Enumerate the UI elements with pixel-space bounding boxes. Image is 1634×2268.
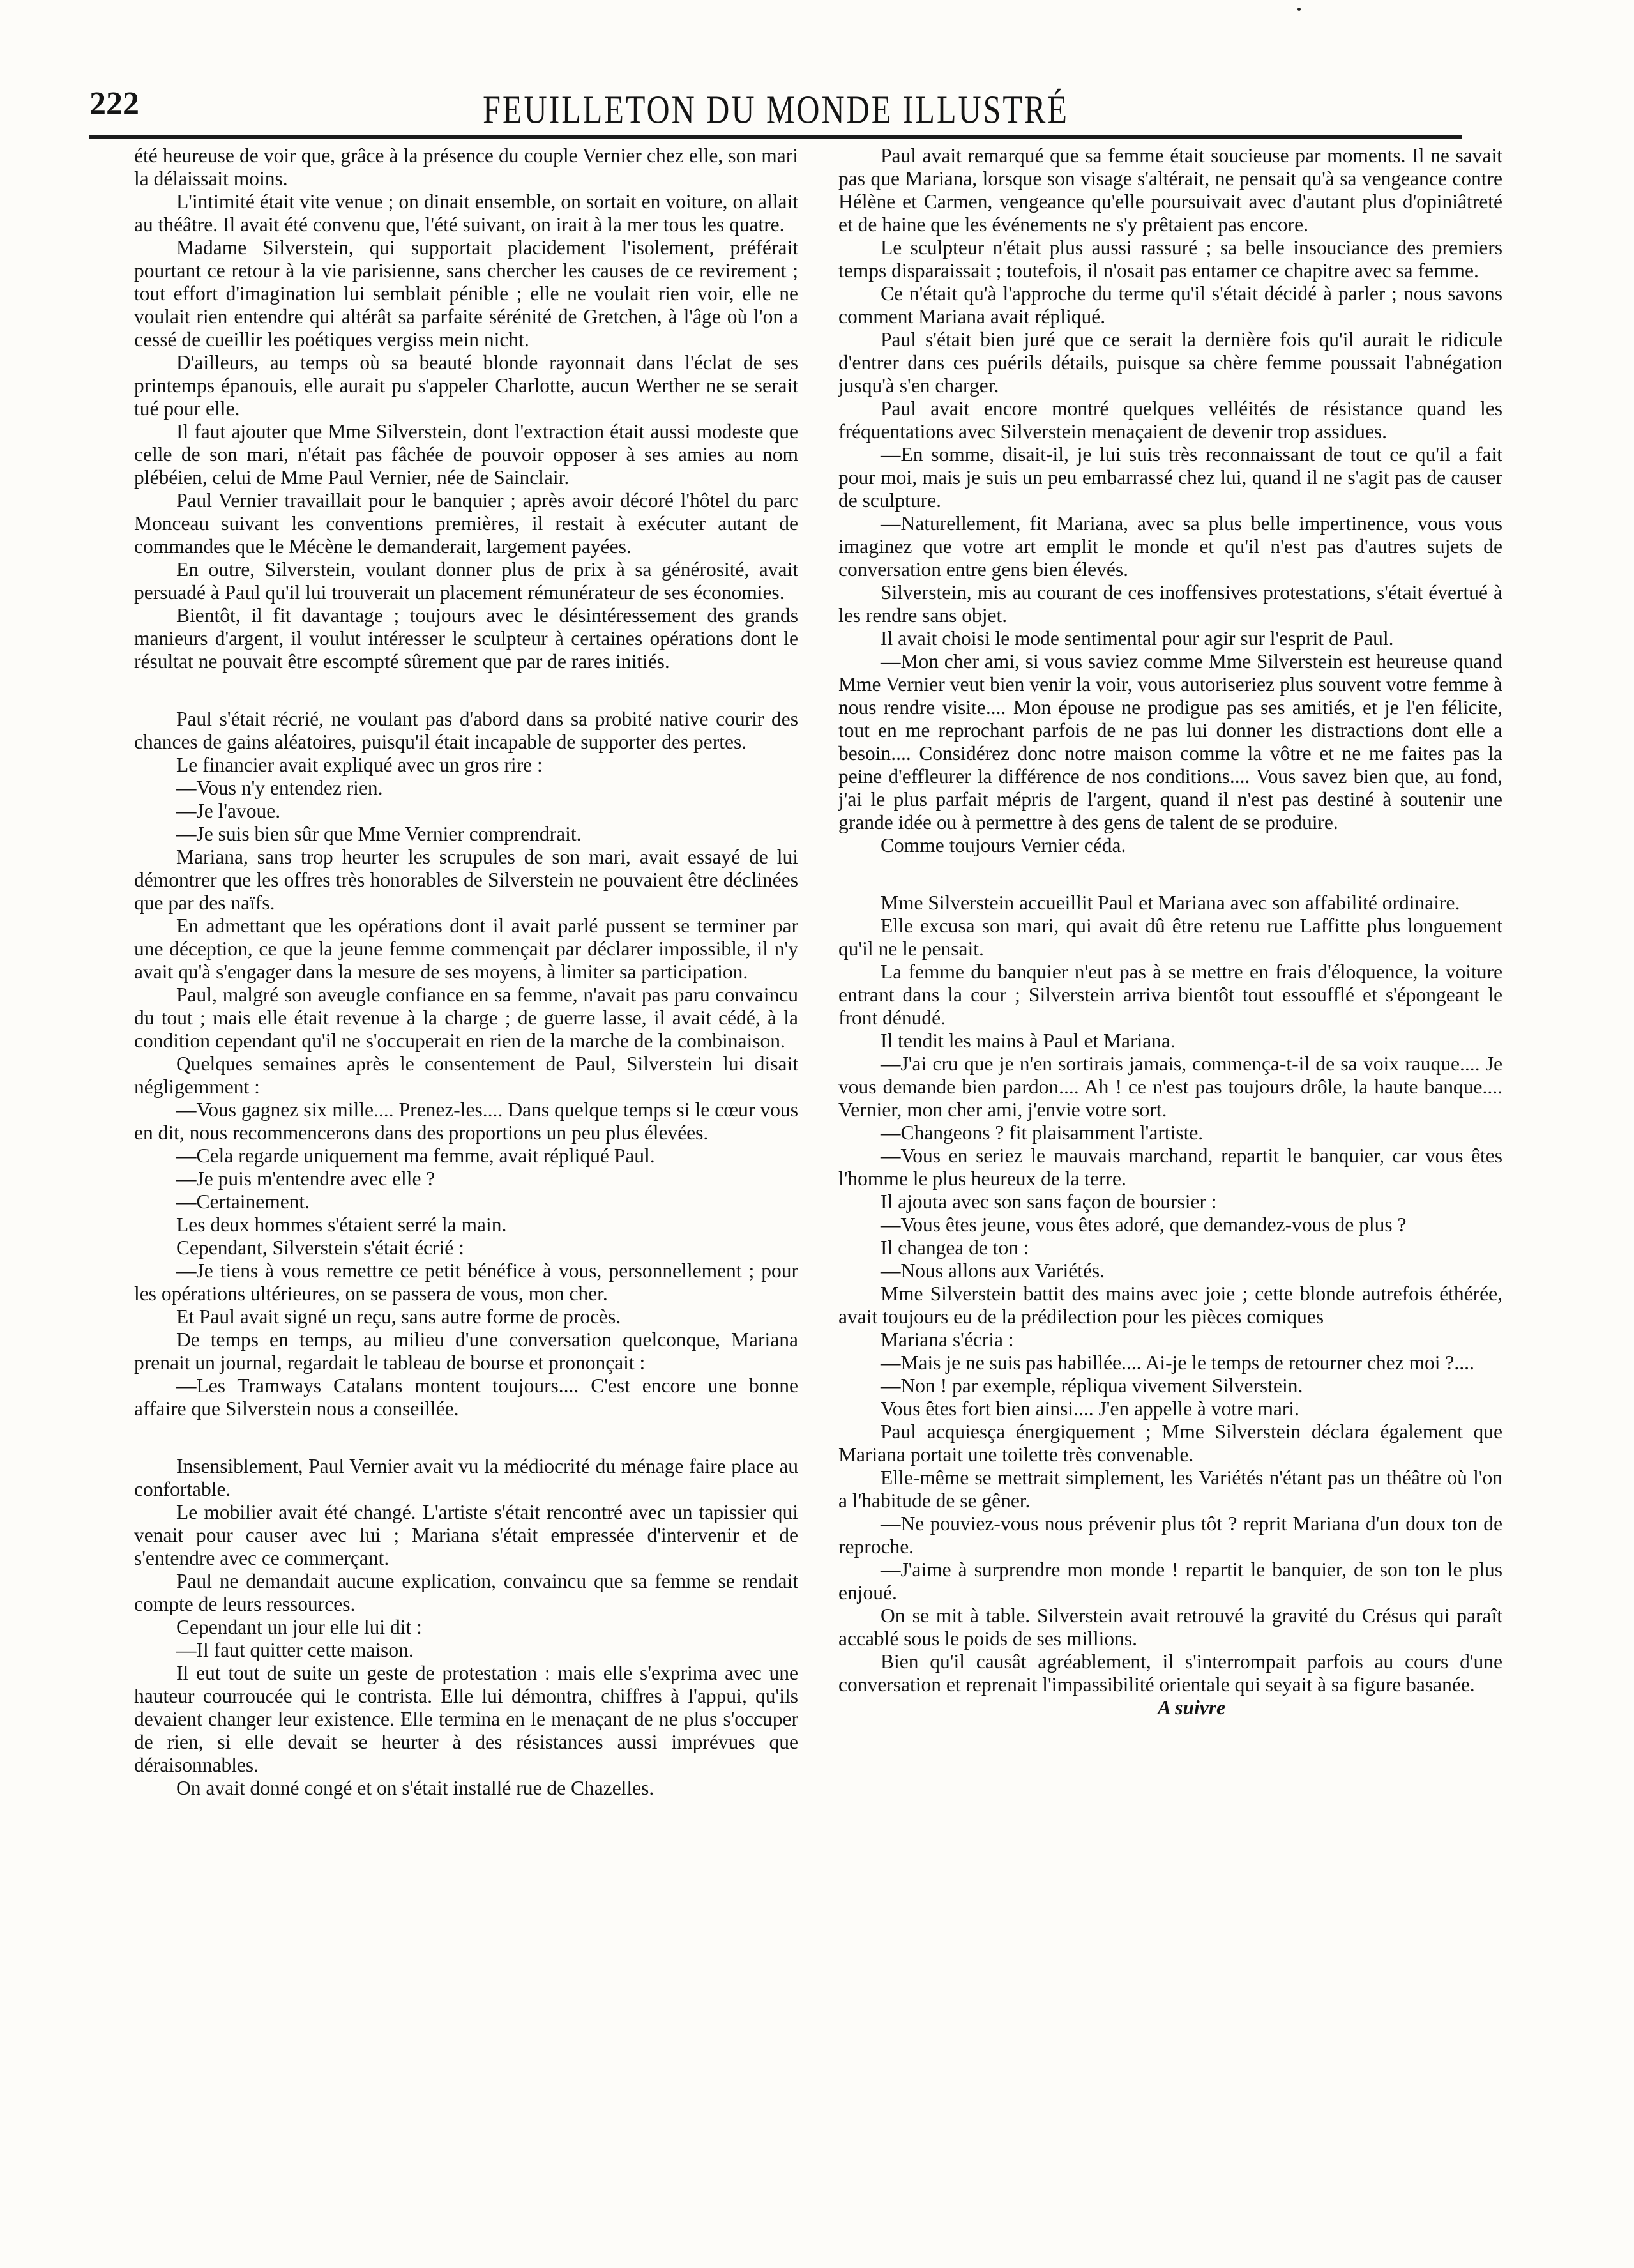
paragraph: Ce n'était qu'à l'approche du terme qu'il s'était décidé à parler ; nous savons comment Mariana avait répliqué. bbox=[838, 282, 1502, 328]
paragraph: —J'aime à surprendre mon monde ! repartit le banquier, de son ton le plus enjoué. bbox=[838, 1558, 1502, 1604]
page-header bbox=[89, 83, 1462, 132]
paragraph: —Ne pouviez-vous nous prévenir plus tôt ? reprit Mariana d'un doux ton de reproche. bbox=[838, 1512, 1502, 1558]
paragraph: Bientôt, il fit davantage ; toujours avec le désintéressement des grands manieurs d'argent, il voulut intéresser le sculpteur à certaines opérations dont le résultat ne pouvait être escompté sûrement que par de rares initiés. bbox=[134, 604, 798, 673]
paragraph: Quelques semaines après le consentement de Paul, Silverstein lui disait négligemment : bbox=[134, 1053, 798, 1098]
paragraph: —Changeons ? fit plaisamment l'artiste. bbox=[881, 1122, 1204, 1144]
paragraph: Mme Silverstein battit des mains avec joie ; cette blonde autrefois éthérée, avait toujours eu de la prédilection pour les pièces comiques bbox=[838, 1282, 1502, 1328]
paragraph: Cependant, Silverstein s'était écrié : bbox=[176, 1237, 464, 1259]
paragraph: Le mobilier avait été changé. L'artiste s'était rencontré avec un tapissier qui venait pour causer avec lui ; Mariana s'était empressée d'intervenir et de s'entendre avec ce commerçant. bbox=[134, 1501, 798, 1569]
paragraph: En outre, Silverstein, voulant donner plus de prix à sa générosité, avait persuadé à Paul qu'il lui trouverait un placement rémunérateur de ses économies. bbox=[134, 558, 798, 604]
paragraph: Bien qu'il causât agréablement, il s'interrompait parfois au cours d'une conversation et reprenait l'impassibilité orientale qui seyait à sa figure basanée. bbox=[838, 1650, 1502, 1696]
paragraph: Il eut tout de suite un geste de protestation : mais elle s'exprima avec une hauteur courroucée qui le contrista. Elle lui démontra, chiffres à l'appui, qu'ils devaient changer leur existence. Elle termina en le menaçant de ne plus s'occuper de rien, si elle devait se heurter à des résistances aussi imprévues que déraisonnables. bbox=[134, 1662, 798, 1776]
to-be-continued: A suivre bbox=[1158, 1696, 1225, 1719]
paragraph: Il avait choisi le mode sentimental pour agir sur l'esprit de Paul. bbox=[881, 627, 1394, 650]
paragraph: En admettant que les opérations dont il avait parlé pussent se terminer par une déception, ce que la jeune femme commençait par déclarer impossible, il n'y avait qu'à s'engager dans la mesure de ses moyens, à limiter sa participation. bbox=[134, 915, 798, 983]
paragraph: —En somme, disait-il, je lui suis très reconnaissant de tout ce qu'il a fait pour moi, mais je suis un peu embarrassé chez lui, quand il ne s'agit pas de causer de sculpture. bbox=[838, 443, 1502, 512]
paragraph: Mariana s'écria : bbox=[881, 1328, 1014, 1351]
paragraph: Le sculpteur n'était plus aussi rassuré ; sa belle insouciance des premiers temps disparaissait ; toutefois, il n'osait pas entamer ce chapitre avec sa femme. bbox=[838, 236, 1502, 282]
paragraph: Il changea de ton : bbox=[881, 1237, 1029, 1259]
paragraph: —Nous allons aux Variétés. bbox=[881, 1260, 1105, 1282]
paragraph: Paul, malgré son aveugle confiance en sa femme, n'avait pas paru convaincu du tout ; mais elle était revenue à la charge ; de guerre lasse, il avait cédé, à la condition cependant qu'il ne s'occuperait en rien de la marche de la combinaison. bbox=[134, 984, 798, 1052]
paragraph: De temps en temps, au milieu d'une conversation quelconque, Mariana prenait un journal, regardait le tableau de bourse et prononçait : bbox=[134, 1328, 798, 1374]
paragraph: Vous êtes fort bien ainsi.... J'en appelle à votre mari. bbox=[881, 1397, 1299, 1420]
paragraph: Comme toujours Vernier céda. bbox=[881, 834, 1126, 856]
paragraph: Cependant un jour elle lui dit : bbox=[176, 1616, 422, 1638]
paragraph: —Mon cher ami, si vous saviez comme Mme Silverstein est heureuse quand Mme Vernier veut bien venir la voir, vous autoriseriez plus souvent votre femme à nous rendre visite.... Mon épouse ne prodigue pas ses amitiés, et je l'en félicite, tout en me reprochant parfois de ne pas lui donner les distractions dont elle a besoin.... Considérez donc notre maison comme la vôtre et ne me faites pas la peine d'effleurer la différence de nos conditions.... Vous savez bien que, au fond, j'ai le plus parfait mépris de l'argent, quand il n'est pas destiné à soutenir une grande idée ou à permettre à des gens de talent de se produire. bbox=[838, 650, 1502, 833]
left-column bbox=[134, 144, 798, 1800]
paragraph: Paul Vernier travaillait pour le banquier ; après avoir décoré l'hôtel du parc Monceau suivant les conventions premières, il restait à exécuter autant de commandes que le Mécène le demanderait, largement payées. bbox=[134, 489, 798, 558]
paragraph: —Cela regarde uniquement ma femme, avait répliqué Paul. bbox=[176, 1145, 655, 1167]
paragraph: L'intimité était vite venue ; on dinait ensemble, on sortait en voiture, on allait au théâtre. Il avait été convenu que, l'été suivant, on irait à la mer tous les quatre. bbox=[134, 190, 798, 236]
paragraph: —Je l'avoue. bbox=[176, 800, 281, 822]
paragraph: —Vous gagnez six mille.... Prenez-les.... Dans quelque temps si le cœur vous en dit, nous recommencerons dans des proportions un peu plus élevées. bbox=[134, 1099, 798, 1144]
print-speck bbox=[1297, 8, 1301, 11]
paragraph: Le financier avait expliqué avec un gros rire : bbox=[176, 754, 543, 776]
paragraph: —Certainement. bbox=[176, 1191, 310, 1213]
paragraph: —Vous êtes jeune, vous êtes adoré, que demandez-vous de plus ? bbox=[881, 1214, 1407, 1236]
right-column bbox=[838, 144, 1502, 1719]
paragraph: —Vous n'y entendez rien. bbox=[176, 777, 383, 799]
paragraph: —Je puis m'entendre avec elle ? bbox=[176, 1168, 435, 1190]
paragraph: —Il faut quitter cette maison. bbox=[176, 1639, 414, 1661]
paragraph: —Naturellement, fit Mariana, avec sa plus belle impertinence, vous vous imaginez que votre art emplit le monde et qu'il n'est pas d'autres sujets de conversation entre gens bien élevés. bbox=[838, 512, 1502, 581]
running-title: FEUILLETON DU MONDE ILLUSTRÉ bbox=[483, 87, 1069, 132]
paragraph: On se mit à table. Silverstein avait retrouvé la gravité du Crésus qui paraît accablé sous le poids de ses millions. bbox=[838, 1604, 1502, 1650]
paragraph: Madame Silverstein, qui supportait placidement l'isolement, préférait pourtant ce retour à la vie parisienne, sans chercher les causes de ce revirement ; tout effort d'imagination lui semblait pénible ; elle ne voulait rien voir, elle ne voulait rien entendre qui altérât sa parfaite sérénité de Gretchen, à l'âge où l'on a cessé de cueillir les poétiques vergiss mein nicht. bbox=[134, 236, 798, 351]
paragraph: —Les Tramways Catalans montent toujours.... C'est encore une bonne affaire que Silverstein nous a conseillée. bbox=[134, 1374, 798, 1420]
paragraph: Paul avait encore montré quelques velléités de résistance quand les fréquentations avec Silverstein menaçaient de devenir trop assidues. bbox=[838, 397, 1502, 443]
paragraph: —Mais je ne suis pas habillée.... Ai-je le temps de retourner chez moi ?.... bbox=[881, 1351, 1474, 1374]
paragraph: Il faut ajouter que Mme Silverstein, dont l'extraction était aussi modeste que celle de son mari, n'était pas fâchée de pouvoir opposer à ses amies au nom plébéien, celui de Mme Paul Vernier, née de Sainclair. bbox=[134, 420, 798, 489]
paragraph: Il ajouta avec son sans façon de boursier : bbox=[881, 1191, 1217, 1213]
paragraph: Elle excusa son mari, qui avait dû être retenu rue Laffitte plus longuement qu'il ne le pensait. bbox=[838, 915, 1502, 960]
paragraph: Et Paul avait signé un reçu, sans autre forme de procès. bbox=[176, 1305, 621, 1328]
paragraph: —Vous en seriez le mauvais marchand, repartit le banquier, car vous êtes l'homme le plus heureux de la terre. bbox=[838, 1145, 1502, 1190]
paragraph: Les deux hommes s'étaient serré la main. bbox=[176, 1214, 507, 1236]
paragraph: —Je suis bien sûr que Mme Vernier comprendrait. bbox=[176, 823, 582, 845]
header-rule bbox=[89, 135, 1462, 139]
paragraph: Il tendit les mains à Paul et Mariana. bbox=[881, 1030, 1176, 1052]
paragraph: D'ailleurs, au temps où sa beauté blonde rayonnait dans l'éclat de ses printemps épanouis, elle aurait pu s'appeler Charlotte, aucun Werther ne se serait tué pour elle. bbox=[134, 351, 798, 420]
paragraph: La femme du banquier n'eut pas à se mettre en frais d'éloquence, la voiture entrant dans la cour ; Silverstein arriva bientôt tout essoufflé et s'épongeant le front dénudé. bbox=[838, 961, 1502, 1029]
paragraph: Paul acquiesça énergiquement ; Mme Silverstein déclara également que Mariana portait une toilette très convenable. bbox=[838, 1420, 1502, 1466]
paragraph: Mme Silverstein accueillit Paul et Mariana avec son affabilité ordinaire. bbox=[881, 892, 1460, 914]
paragraph: Paul ne demandait aucune explication, convaincu que sa femme se rendait compte de leurs ressources. bbox=[134, 1570, 798, 1615]
paragraph: On avait donné congé et on s'était installé rue de Chazelles. bbox=[176, 1777, 654, 1799]
paragraph: Insensiblement, Paul Vernier avait vu la médiocrité du ménage faire place au confortable. bbox=[134, 1455, 798, 1500]
paragraph: Silverstein, mis au courant de ces inoffensives protestations, s'était évertué à les rendre sans objet. bbox=[838, 581, 1502, 627]
paragraph: Paul avait remarqué que sa femme était soucieuse par moments. Il ne savait pas que Mariana, lorsque son visage s'altérait, ne pensait qu'à sa vengeance contre Hélène et Carmen, vengeance qu'elle poursuivait avec d'autant plus d'opiniâtreté et de haine que les événements ne s'y prêtaient pas encore. bbox=[838, 144, 1502, 236]
paragraph: été heureuse de voir que, grâce à la présence du couple Vernier chez elle, son mari la délaissait moins. bbox=[134, 144, 798, 190]
page-number: 222 bbox=[89, 86, 139, 122]
paragraph: —Non ! par exemple, répliqua vivement Silverstein. bbox=[881, 1374, 1303, 1397]
paragraph: Paul s'était récrié, ne voulant pas d'abord dans sa probité native courir des chances de gains aléatoires, puisqu'il était incapable de supporter des pertes. bbox=[134, 708, 798, 753]
paragraph: Elle-même se mettrait simplement, les Variétés n'étant pas un théâtre où l'on a l'habitude de se gêner. bbox=[838, 1466, 1502, 1512]
paragraph: Paul s'était bien juré que ce serait la dernière fois qu'il aurait le ridicule d'entrer dans ces puérils détails, puisque sa chère femme poussait l'abnégation jusqu'à s'en charger. bbox=[838, 328, 1502, 397]
paragraph: Mariana, sans trop heurter les scrupules de son mari, avait essayé de lui démontrer que les offres très honorables de Silverstein ne pouvaient être déclinées que par des naïfs. bbox=[134, 846, 798, 914]
paragraph: —J'ai cru que je n'en sortirais jamais, commença-t-il de sa voix rauque.... Je vous demande bien pardon.... Ah ! ce n'est pas toujours drôle, la haute banque.... Vernier, mon cher ami, j'envie votre sort. bbox=[838, 1053, 1502, 1121]
paragraph: —Je tiens à vous remettre ce petit bénéfice à vous, personnellement ; pour les opérations ultérieures, on se passera de vous, mon cher. bbox=[134, 1260, 798, 1305]
